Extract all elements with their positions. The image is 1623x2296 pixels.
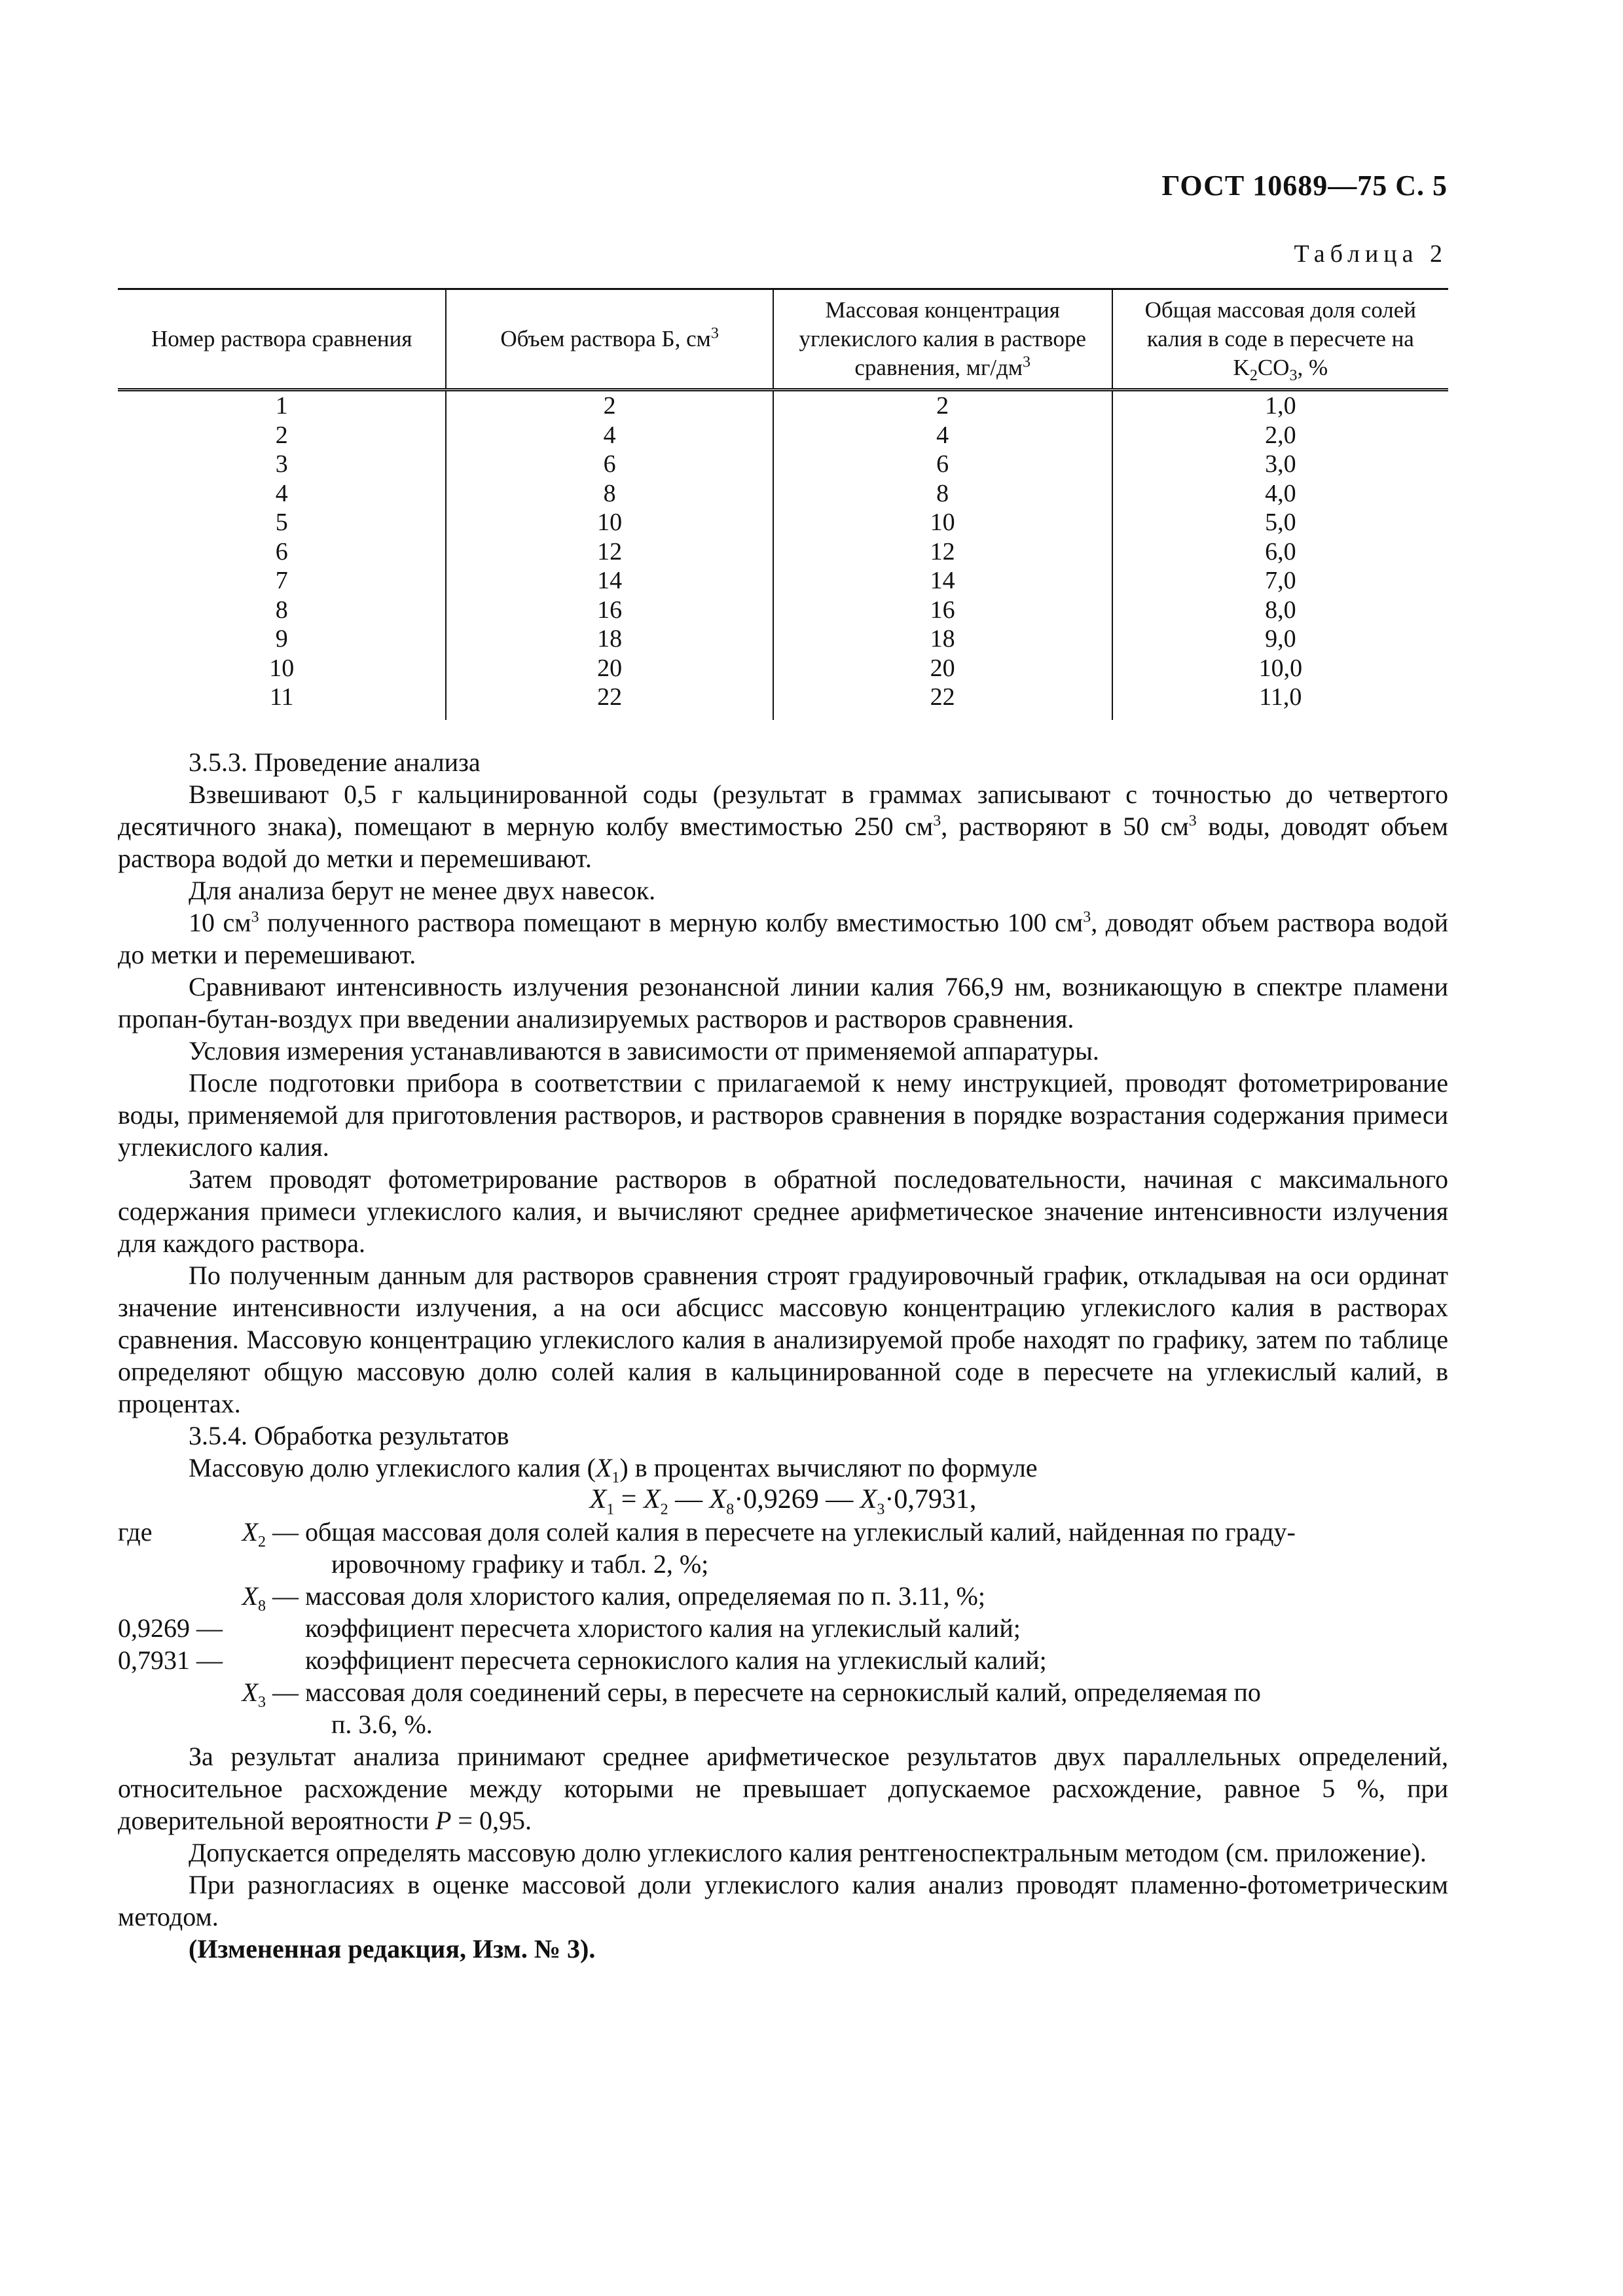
table-cell: 4,0	[1112, 479, 1448, 509]
table-cell: 2	[275, 421, 288, 449]
table-2	[118, 288, 1448, 720]
table-row	[118, 654, 1448, 683]
table-cell: 8,0	[1112, 596, 1448, 625]
table-cell: 18	[446, 624, 773, 654]
table-cell: 22	[446, 683, 773, 720]
definition-x2: где $X_2$ — общая массовая доля солей калия в пересчете на углекислый калий, найденная по граду- ировочному графику и табл. 2, %;	[118, 1517, 1296, 1579]
table-row	[118, 508, 1448, 537]
table-cell: 22	[773, 683, 1112, 720]
table-cell: 7,0	[1112, 566, 1448, 596]
paragraph: Взвешивают 0,5 г кальцинированной соды (результат в граммах записывают с точностью до четвертого десятичного знака), помещают в мерную колбу вместимостью 250 $см^3$, растворяют в 50 $см^3$ воды, доводят объем раствора водой до метки и перемешивают.	[118, 780, 1448, 873]
table-cell: 5	[275, 509, 288, 536]
paragraph: Допускается определять массовую долю углекислого калия рентгеноспектральным методом (см. приложение).	[189, 1838, 1427, 1867]
table-cell: 6	[275, 537, 288, 565]
table-cell: 1,0	[1112, 390, 1448, 421]
paragraph: Сравнивают интенсивность излучения резонансной линии калия 766,9 нм, возникающую в спектре пламени пропан-бутан-воздух при введении анализируемых растворов и растворов сравнения.	[118, 972, 1448, 1033]
table-cell: 11,0	[1112, 683, 1448, 720]
table-cell: 3,0	[1112, 450, 1448, 479]
definition-0-7931: 0,7931 — коэффициент пересчета сернокислого калия на углекислый калий;	[118, 1645, 1047, 1675]
paragraph: По полученным данным для растворов сравнения строят градуировочный график, откладывая на оси ординат значение интенсивности излучения, а на оси абсцисс массовую концентрацию углекислого калия в растворах сравнения. Массовую концентрацию углекислого калия в анализируемой пробе находят по графику, затем по таблице определяют общую массовую долю солей калия в кальцинированной соде в пересчете на углекислый калий, в процентах.	[118, 1261, 1448, 1418]
table-cell: 18	[773, 624, 1112, 654]
table-cell: 2	[446, 390, 773, 421]
table-caption: Таблица 2	[1294, 240, 1448, 268]
table-cell: 12	[773, 537, 1112, 567]
running-header: ГОСТ 10689—75 С. 5	[1161, 170, 1448, 202]
paragraph: Для анализа берут не менее двух навесок.	[189, 876, 656, 905]
table-cell: 6,0	[1112, 537, 1448, 567]
definition-x3: $X_3$ — массовая доля соединений серы, в пересчете на сернокислый калий, определяемая по п. 3.6, %.	[242, 1677, 1261, 1739]
section-3-5-4-title: 3.5.4. Обработка результатов	[189, 1421, 509, 1450]
table-cell: 5,0	[1112, 508, 1448, 537]
table-cell: 9	[275, 625, 288, 653]
col-header-solution-number: Номер раствора сравнения	[118, 289, 446, 390]
table-row	[118, 566, 1448, 596]
table-row	[118, 390, 1448, 421]
table-cell: 10	[269, 654, 295, 682]
table-row	[118, 537, 1448, 567]
table-cell: 2	[773, 390, 1112, 421]
table-cell: 10	[446, 508, 773, 537]
table-body	[118, 390, 1448, 720]
table-cell: 20	[446, 654, 773, 683]
paragraph: После подготовки прибора в соответствии с прилагаемой к нему инструкцией, проводят фотометрирование воды, применяемой для приготовления растворов, и растворов сравнения в порядке возрастания содержания примеси углекислого калия.	[118, 1068, 1448, 1162]
table-cell: 9,0	[1112, 624, 1448, 654]
amendment-note: (Измененная редакция, Изм. № 3).	[189, 1934, 596, 1964]
table-cell: 4	[446, 421, 773, 450]
table-cell: 6	[773, 450, 1112, 479]
definition-0-9269: 0,9269 — коэффициент пересчета хлористого калия на углекислый калий;	[118, 1613, 1021, 1643]
table-cell: 10,0	[1112, 654, 1448, 683]
table-cell: 14	[773, 566, 1112, 596]
paragraph: Условия измерения устанавливаются в зависимости от применяемой аппаратуры.	[189, 1036, 1099, 1066]
paragraph: Затем проводят фотометрирование растворов в обратной последовательности, начиная с максимального содержания примеси углекислого калия, и вычисляют среднее арифметическое значение интенсивности излучения для каждого раствора.	[118, 1164, 1448, 1258]
table-cell: 4	[275, 479, 288, 507]
table-row	[118, 421, 1448, 450]
table-cell: 12	[446, 537, 773, 567]
paragraph: 10 $см^3$ полученного раствора помещают в мерную колбу вместимостью 100 $см^3$, доводят объем раствора водой до метки и перемешивают.	[118, 908, 1448, 969]
table-cell: 7	[275, 567, 288, 594]
table-header-row	[118, 289, 1448, 390]
table-cell: 14	[446, 566, 773, 596]
formula-definitions	[118, 1516, 1448, 1740]
table-row	[118, 450, 1448, 479]
section-3-5-3-title: 3.5.3. Проведение анализа	[189, 747, 481, 777]
table-cell: 8	[446, 479, 773, 509]
formula: $X_1 = X_2$ — $X_8\cdot 0,9269$ — $X_3\cdot 0,7931$,	[589, 1484, 977, 1518]
table-cell: 8	[275, 596, 288, 624]
col-header-volume: Объем раствора Б, $см^3$	[446, 289, 773, 390]
table-cell: 1	[275, 392, 288, 420]
table-cell: 8	[773, 479, 1112, 509]
table-row	[118, 596, 1448, 625]
col-header-mass-fraction: Общая массовая доля солей калия в соде в пересчете на $K_2CO_3$, %	[1112, 289, 1448, 390]
body-text	[118, 746, 1448, 1965]
paragraph: При разногласиях в оценке массовой доли углекислого калия анализ проводят пламенно-фотометрическим методом.	[118, 1870, 1448, 1931]
table-cell: 10	[773, 508, 1112, 537]
definition-x8: $X_8$ — массовая доля хлористого калия, определяемая по п. 3.11, %;	[242, 1581, 985, 1615]
table-row	[118, 479, 1448, 509]
table-row	[118, 683, 1448, 720]
table-cell: 16	[446, 596, 773, 625]
table-cell: 16	[773, 596, 1112, 625]
table-cell: 6	[446, 450, 773, 479]
paragraph: За результат анализа принимают среднее арифметическое результатов двух параллельных определений, относительное расхождение между которыми не превышает допускаемое расхождение, равное 5 %, при доверительной вероятности P = 0,95.	[118, 1742, 1448, 1835]
paragraph: Массовую долю углекислого калия $(X_1)$ в процентах вычисляют по формуле	[189, 1453, 1038, 1486]
table-cell: 4	[773, 421, 1112, 450]
table-cell: 11	[269, 683, 294, 711]
table-cell: 3	[275, 450, 288, 478]
table-cell: 2,0	[1112, 421, 1448, 450]
col-header-concentration: Массовая концентрация углекислого калия в растворе сравнения, $мг/дм^3$	[773, 289, 1112, 390]
table-cell: 20	[773, 654, 1112, 683]
table-row	[118, 624, 1448, 654]
